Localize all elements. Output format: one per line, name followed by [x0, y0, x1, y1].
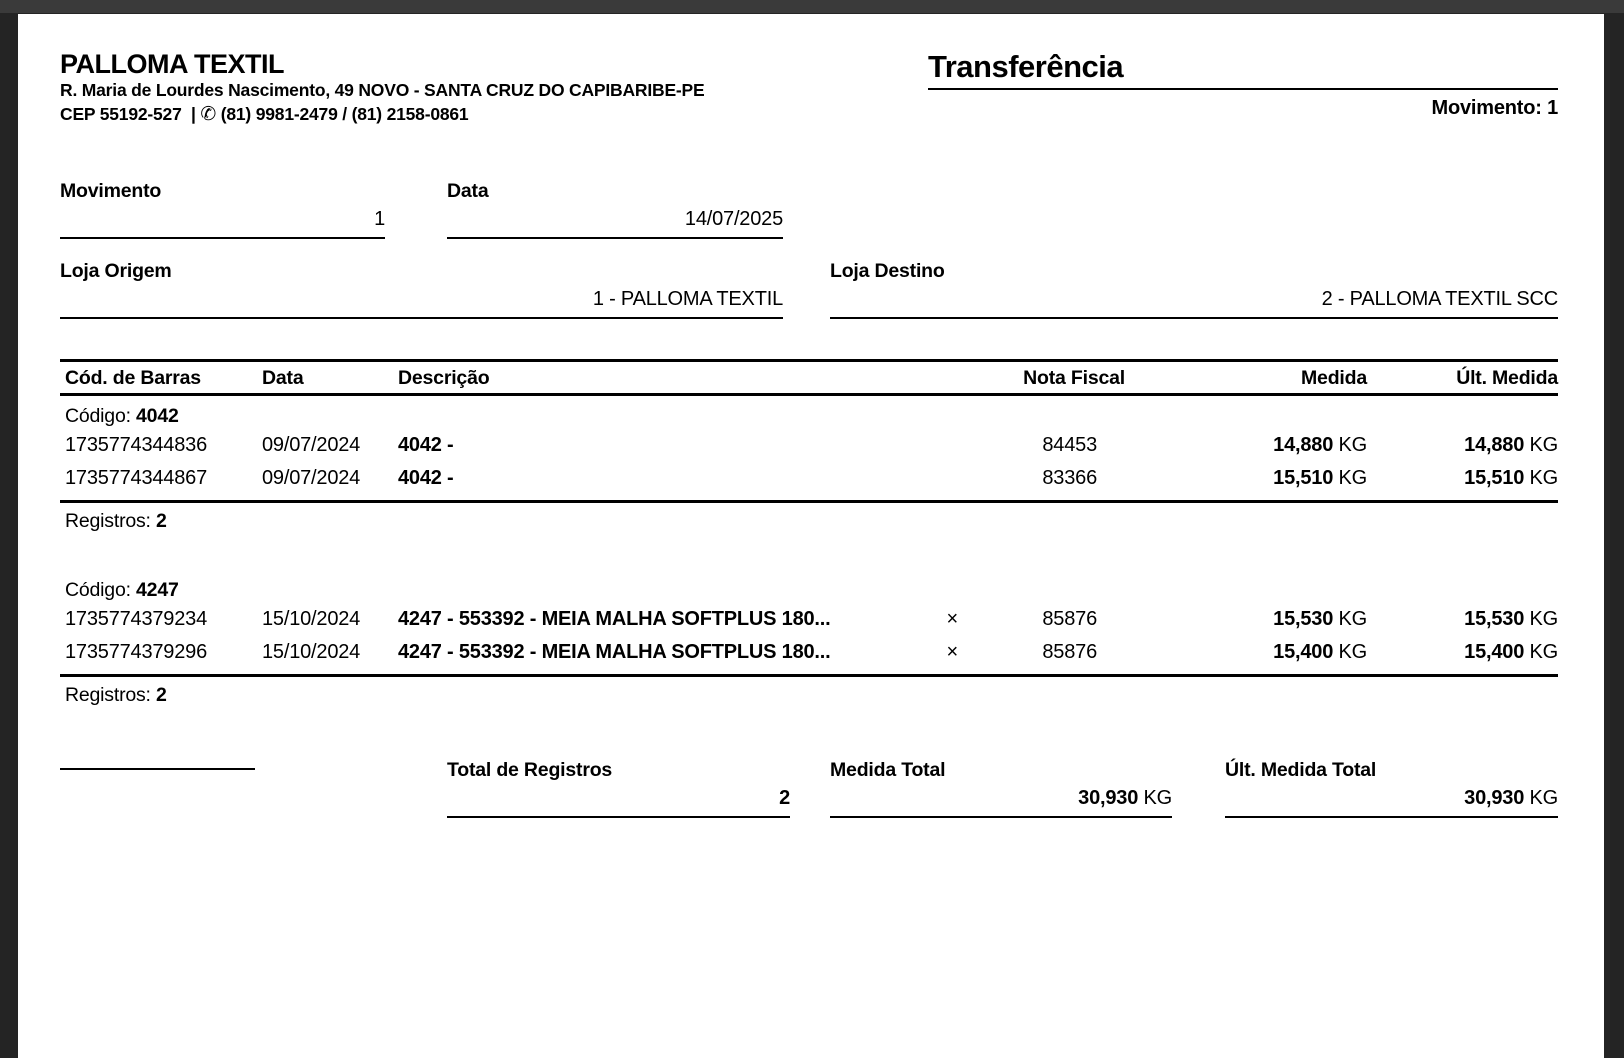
last-measure-unit: KG: [1529, 608, 1558, 630]
last-measure-value: 15,510: [1464, 467, 1525, 489]
last-measure-value: 15,530: [1464, 608, 1525, 630]
report-movement: Movimento: 1: [1431, 97, 1558, 119]
group-gap: [60, 532, 1558, 570]
group-code-label: Código:: [65, 405, 131, 427]
cell-invoice: 85876: [1042, 608, 1097, 630]
group-registros: [60, 677, 1558, 706]
header-description: Descrição: [398, 367, 490, 389]
cell-barcode: 1735774379296: [65, 641, 207, 663]
measure-unit: KG: [1338, 608, 1367, 630]
cell-measure: [1125, 608, 1367, 631]
cell-description: [398, 467, 958, 490]
cell-last-measure: [1367, 641, 1558, 664]
ult-medida-total-value: [1225, 786, 1558, 810]
table-group-4042: [60, 396, 1558, 532]
last-measure-value: 14,880: [1464, 434, 1525, 456]
group-rows: [60, 428, 1558, 503]
items-table: [60, 359, 1558, 706]
report-title: Transferência: [928, 50, 1558, 90]
cell-barcode: 1735774379234: [65, 608, 207, 630]
field-data-value: 14/07/2025: [684, 208, 783, 230]
medida-total-label: Medida Total: [830, 759, 946, 781]
header-last-measure: Últ. Medida: [1456, 367, 1558, 389]
group-code-line: [60, 570, 1558, 602]
group-code-value: 4042: [136, 405, 179, 427]
table-header: [60, 362, 1558, 396]
report-title-block: [928, 50, 1558, 127]
field-movimento-value: 1: [374, 208, 385, 230]
field-movimento-label: Movimento: [60, 180, 162, 202]
cell-date: 15/10/2024: [262, 608, 361, 630]
separator: |: [190, 104, 196, 124]
cell-invoice: 85876: [1042, 641, 1097, 663]
ult-medida-total-unit: KG: [1529, 787, 1558, 809]
medida-total-field: [830, 758, 1172, 818]
registros-value: 2: [156, 510, 167, 532]
cell-last-measure: [1367, 467, 1558, 490]
last-measure-unit: KG: [1529, 641, 1558, 663]
cell-measure: [1125, 467, 1367, 490]
table-row: [60, 428, 1558, 461]
description-text: 4042 -: [398, 467, 454, 489]
medida-total-number: 30,930: [1078, 787, 1139, 809]
measure-value: 15,400: [1273, 641, 1334, 663]
group-code-value: 4247: [136, 579, 179, 601]
field-data-label: Data: [447, 180, 489, 202]
cell-invoice: 84453: [1042, 434, 1097, 456]
field-loja-origem-value: 1 - PALLOMA TEXTIL: [592, 288, 783, 310]
registros-label: Registros:: [65, 510, 151, 532]
description-text: 4247 - 553392 - MEIA MALHA SOFTPLUS 180...: [398, 608, 831, 630]
phone-icon: ✆: [200, 104, 217, 125]
measure-unit: KG: [1338, 467, 1367, 489]
ult-medida-total-label: Últ. Medida Total: [1225, 759, 1377, 781]
group-rows: [60, 602, 1558, 677]
table-row: [60, 461, 1558, 494]
measure-value: 15,510: [1273, 467, 1334, 489]
measure-value: 14,880: [1273, 434, 1334, 456]
cell-last-measure: [1367, 608, 1558, 631]
measure-unit: KG: [1338, 641, 1367, 663]
header-barcode: Cód. de Barras: [65, 367, 201, 389]
ult-medida-total-number: 30,930: [1464, 787, 1525, 809]
header-date: Data: [262, 367, 304, 389]
cell-description: [398, 608, 958, 631]
fields-row-2: [60, 259, 1558, 319]
document-header: [60, 50, 1558, 127]
cell-description: [398, 641, 958, 664]
field-loja-destino: [830, 259, 1558, 319]
group-registros: [60, 503, 1558, 532]
table-row: [60, 635, 1558, 668]
header-measure: Medida: [1301, 367, 1367, 389]
registros-label: Registros:: [65, 684, 151, 706]
field-data: [447, 179, 783, 239]
cell-description: [398, 434, 958, 457]
group-code-line: [60, 396, 1558, 428]
medida-total-value: [830, 786, 1172, 810]
company-block: [60, 50, 705, 127]
description-text: 4247 - 553392 - MEIA MALHA SOFTPLUS 180...: [398, 641, 831, 663]
company-contact: [60, 102, 705, 127]
measure-value: 15,530: [1273, 608, 1334, 630]
last-measure-unit: KG: [1529, 434, 1558, 456]
field-loja-origem: [60, 259, 783, 319]
company-cep: CEP 55192-527: [60, 104, 182, 124]
description-suffix: ×: [946, 641, 958, 663]
viewer-top-bar: [0, 0, 1624, 13]
company-phones: (81) 9981-2479 / (81) 2158-0861: [220, 104, 469, 124]
table-row: [60, 602, 1558, 635]
total-registros-label: Total de Registros: [447, 759, 613, 781]
company-address: R. Maria de Lourdes Nascimento, 49 NOVO - SANTA CRUZ DO CAPIBARIBE-PE: [60, 80, 705, 100]
cell-last-measure: [1367, 434, 1558, 457]
cell-date: 09/07/2024: [262, 467, 361, 489]
cell-barcode: 1735774344836: [65, 434, 207, 456]
cell-invoice: 83366: [1042, 467, 1097, 489]
description-text: 4042 -: [398, 434, 454, 456]
total-registros-value: 2: [779, 787, 790, 809]
medida-total-unit: KG: [1143, 787, 1172, 809]
field-loja-destino-value: 2 - PALLOMA TEXTIL SCC: [1321, 288, 1558, 310]
field-loja-origem-label: Loja Origem: [60, 260, 172, 282]
document-page: [18, 14, 1604, 1058]
cell-measure: [1125, 434, 1367, 457]
fields-row-1: [60, 179, 1558, 239]
cell-date: 09/07/2024: [262, 434, 361, 456]
field-loja-destino-label: Loja Destino: [830, 260, 945, 282]
ult-medida-total-field: [1225, 758, 1558, 818]
group-code-label: Código:: [65, 579, 131, 601]
cell-measure: [1125, 641, 1367, 664]
cell-date: 15/10/2024: [262, 641, 361, 663]
field-movimento: [60, 179, 385, 239]
signature-line: [60, 768, 255, 770]
description-suffix: ×: [946, 608, 958, 630]
cell-barcode: 1735774344867: [65, 467, 207, 489]
header-invoice: Nota Fiscal: [1023, 367, 1125, 389]
registros-value: 2: [156, 684, 167, 706]
totals-section: [60, 758, 1558, 818]
table-group-4247: [60, 570, 1558, 706]
company-name: PALLOMA TEXTIL: [60, 49, 284, 79]
last-measure-value: 15,400: [1464, 641, 1525, 663]
last-measure-unit: KG: [1529, 467, 1558, 489]
total-registros-field: [447, 758, 790, 818]
measure-unit: KG: [1338, 434, 1367, 456]
